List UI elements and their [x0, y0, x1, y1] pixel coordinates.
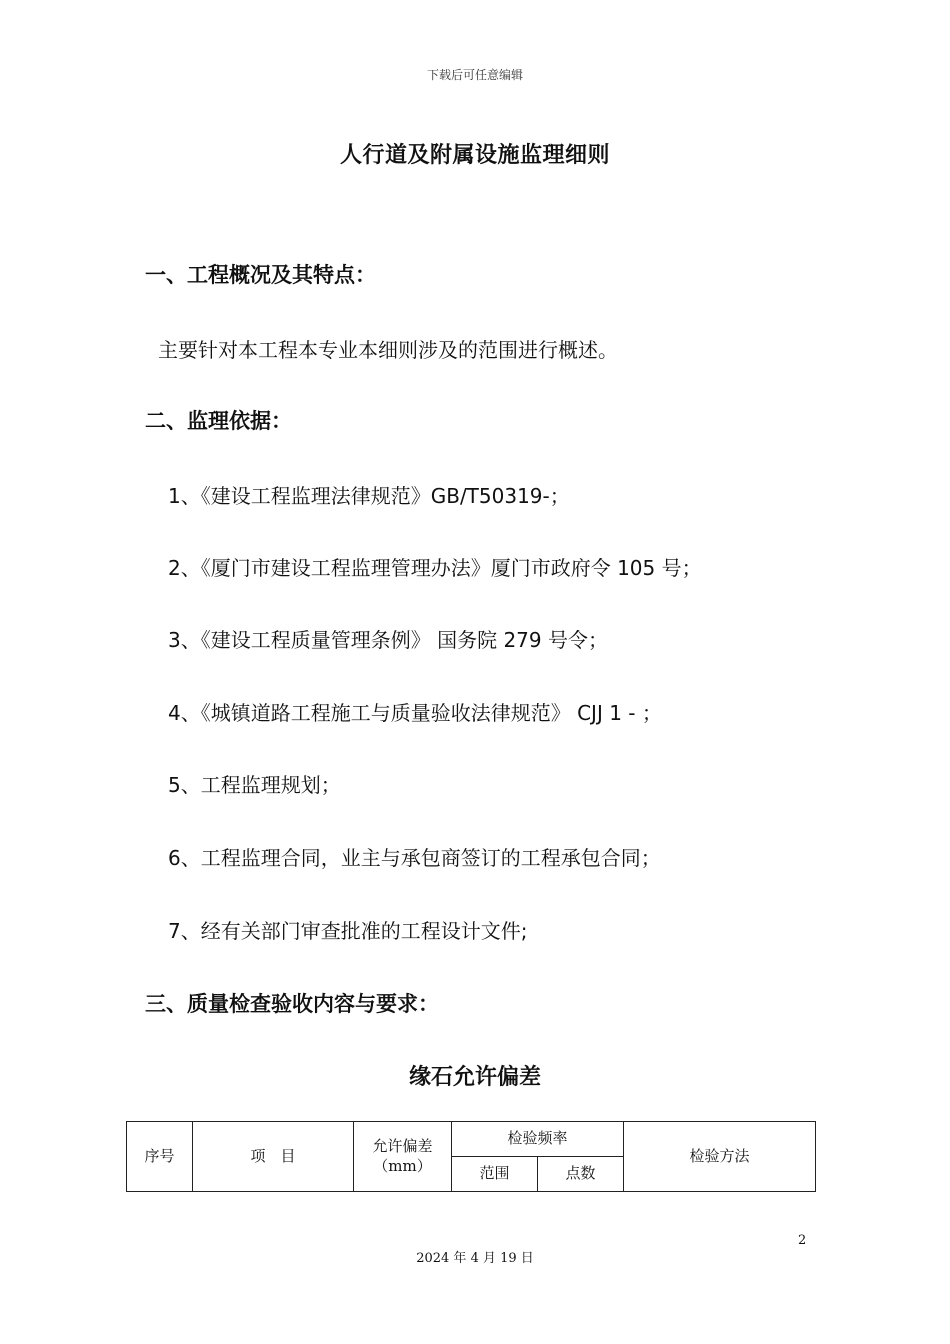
header-note: 下载后可任意编辑: [426, 68, 523, 82]
table-title: 缘石允许偏差: [408, 1065, 541, 1090]
section-2-heading: 二、监理依据：: [145, 409, 292, 433]
basis-item-1: 1、《建设工程监理法律规范》GB/T50319-；: [168, 484, 570, 508]
header-tolerance-label: 允许偏差: [372, 1137, 433, 1155]
header-points: 点数: [538, 1157, 624, 1192]
curb-tolerance-table: [126, 1121, 816, 1192]
header-method: 检验方法: [624, 1122, 816, 1192]
basis-item-2: 2、《厦门市建设工程监理管理办法》厦门市政府令 105 号；: [168, 556, 702, 580]
page-number: 2: [798, 1233, 807, 1248]
basis-item-7: 7、经有关部门审查批准的工程设计文件;: [168, 919, 528, 943]
header-range: 范围: [452, 1157, 538, 1192]
basis-item-3: 3、《建设工程质量管理条例》 国务院 279 号令；: [168, 628, 608, 652]
section-3-heading: 三、质量检查验收内容与要求：: [145, 992, 439, 1016]
section-1-body: 主要针对本工程本专业本细则涉及的范围进行概述。: [158, 338, 618, 362]
section-1-heading: 一、工程概况及其特点：: [145, 263, 376, 287]
header-tolerance: [354, 1122, 452, 1192]
basis-item-5: 5、工程监理规划；: [168, 773, 341, 797]
basis-item-6: 6、工程监理合同，业主与承包商签订的工程承包合同；: [168, 846, 661, 870]
header-item: 项 目: [193, 1122, 354, 1192]
header-tolerance-unit: （mm）: [373, 1156, 432, 1175]
document-title: 人行道及附属设施监理细则: [339, 143, 610, 168]
basis-item-4: 4、《城镇道路工程施工与质量验收法律规范》 CJJ 1 - ；: [168, 701, 662, 725]
header-frequency: 检验频率: [452, 1122, 624, 1157]
footer-date: 2024 年 4 月 19 日: [416, 1251, 534, 1266]
header-no: 序号: [127, 1122, 193, 1192]
